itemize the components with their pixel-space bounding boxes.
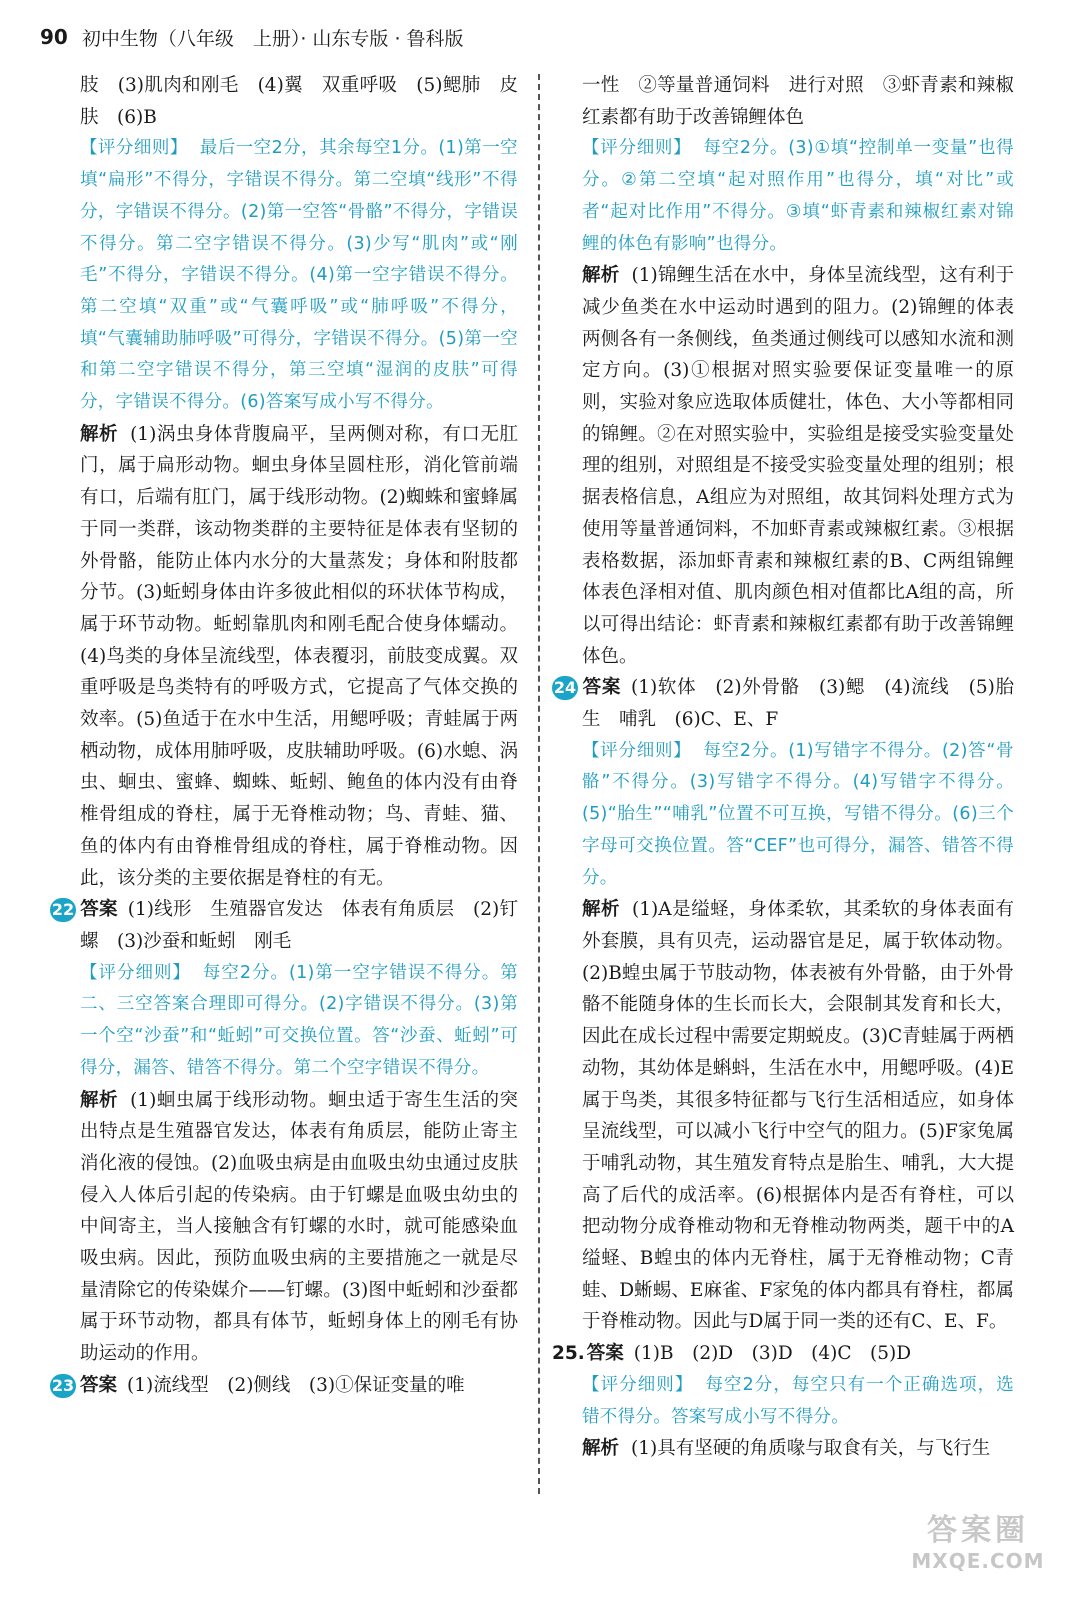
site-watermark xyxy=(893,1514,1063,1578)
page-number: 90 xyxy=(40,25,68,49)
question-number-badge: 23 xyxy=(50,1374,76,1398)
page-header xyxy=(40,22,1050,52)
explanation-label: 解析 xyxy=(582,1438,620,1460)
question-number: 25. xyxy=(552,1343,585,1365)
answer-label: 答案 xyxy=(80,1374,118,1396)
q24-scoring xyxy=(582,736,1014,895)
scoring-label: 【评分细则】 xyxy=(80,962,191,983)
explanation-label: 解析 xyxy=(582,899,621,921)
answer-text: (1)线形 生殖器官发达 体表有角质层 (2)钉螺 (3)沙蚕和蚯蚓 刚毛 xyxy=(80,899,518,952)
watermark-logo-text: 答案圈 xyxy=(927,1513,1029,1548)
book-title: 初中生物（八年级 上册）· 山东专版 · 鲁科版 xyxy=(81,27,464,50)
explanation-label: 解析 xyxy=(582,265,620,287)
q21-explanation xyxy=(80,419,518,895)
q21-answer-tail: 肢 (3)肌肉和刚毛 (4)翼 双重呼吸 (5)鳃肺 皮肤 (6)B xyxy=(80,75,518,128)
explanation-text: (1)蛔虫属于线形动物。蛔虫适于寄生生活的突出特点是生殖器官发达，体表有角质层，能防止寄主消化液的侵蚀。(2)血吸虫病是由血吸虫幼虫通过皮肤侵入人体后引起的传染病。由于钉螺是血吸虫幼虫的中间寄主，当人接触含有钉螺的水时，就可能感染血吸虫病。因此，预防血吸虫病的主要措施之一就是尽量清除它的传染媒介——钉螺。(3)图中蚯蚓和沙蚕都属于环节动物，都具有体节，蚯蚓身体上的刚毛有协助运动的作用。 xyxy=(80,1089,518,1365)
scoring-label: 【评分细则】 xyxy=(582,1374,694,1395)
scoring-label: 【评分细则】 xyxy=(582,740,692,761)
q24-answer xyxy=(553,672,1014,735)
q23-answer-tail: 一性 ②等量普通饲料 进行对照 ③虾青素和辣椒红素都有助于改善锦鲤体色 xyxy=(582,75,1014,128)
explanation-text: (1)锦鲤生活在水中，身体呈流线型，这有利于减少鱼类在水中运动时遇到的阻力。(2)锦鲤的体表两侧各有一条侧线，鱼类通过侧线可以感知水流和测定方向。(3)①根据对照实验要保证变量唯一的原则，实验对象应选取体质健壮，体色、大小等都相同的锦鲤。②在对照实验中，实验组是接受实验变量处理的组别，对照组是不接受实验变量处理的组别；根据表格信息，A组应为对照组，故其饲料处理方式为使用等量普通饲料，不加虾青素或辣椒红素。③根据表格数据，添加虾青素和辣椒红素的B、C两组锦鲤体表色泽相对值、肌肉颜色相对值都比A组的高，所以可得出结论：虾青素和辣椒红素都有助于改善锦鲤体色。 xyxy=(582,265,1014,667)
q22-answer xyxy=(51,894,518,957)
question-number-badge: 24 xyxy=(552,676,578,700)
q25-explanation xyxy=(582,1433,1014,1465)
q23-explanation xyxy=(582,260,1014,672)
scoring-text: 每空2分。(1)第一空字错误不得分。第二、三空答案合理即可得分。(2)字错误不得分。(3)第一个空“沙蚕”和“蚯蚓”可交换位置。答“沙蚕、蚯蚓”可得分，漏答、错答不得分。第二个空字错误不得分。 xyxy=(80,962,518,1078)
scoring-text: 每空2分。(3)①填“控制单一变量”也得分。②第二空填“起对照作用”也得分，填“对比”或者“起对比作用”不得分。③填“虾青素和辣椒红素对锦鲤的体色有影响”也得分。 xyxy=(582,138,1014,254)
watermark-url: MXQE.COM xyxy=(911,1549,1045,1573)
answer-label: 答案 xyxy=(586,1343,624,1365)
explanation-text: (1)具有坚硬的角质喙与取食有关，与飞行生 xyxy=(631,1438,991,1460)
scoring-label: 【评分细则】 xyxy=(80,138,188,159)
q23-answer xyxy=(51,1370,518,1402)
q24-explanation xyxy=(582,894,1014,1338)
scoring-text: 每空2分。(1)写错字不得分。(2)答“骨骼”不得分。(3)写错字不得分。(4)写错字不得分。(5)“胎生”“哺乳”位置不可互换，写错不得分。(6)三个字母可交换位置。答“CEF”也可得分，漏答、错答不得分。 xyxy=(582,740,1014,888)
right-column xyxy=(552,70,1014,1465)
explanation-text: (1)涡虫身体背腹扁平，呈两侧对称，有口无肛门，属于扁形动物。蛔虫身体呈圆柱形，消化管前端有口，后端有肛门，属于线形动物。(2)蜘蛛和蜜蜂属于同一类群，该动物类群的主要特征是体表有坚韧的外骨骼，能防止体内水分的大量蒸发；身体和附肢都分节。(3)蚯蚓身体由许多彼此相似的环状体节构成，属于环节动物。蚯蚓靠肌肉和刚毛配合使身体蠕动。(4)鸟类的身体呈流线型，体表覆羽，前肢变成翼。双重呼吸是鸟类特有的呼吸方式，它提高了气体交换的效率。(5)鱼适于在水中生活，用鳃呼吸；青蛙属于两栖动物，成体用肺呼吸，皮肤辅助呼吸。(6)水螅、涡虫、蛔虫、蜜蜂、蜘蛛、蚯蚓、鲍鱼的体内没有由脊椎骨组成的脊柱，属于无脊椎动物；鸟、青蛙、猫、鱼的体内有由脊椎骨组成的脊柱，属于脊椎动物。因此，该分类的主要依据是脊柱的有无。 xyxy=(80,423,518,889)
q22-scoring xyxy=(80,958,518,1085)
scoring-text: 每空2分，每空只有一个正确选项，选错不得分。答案写成小写不得分。 xyxy=(582,1374,1014,1427)
answer-text: (1)流线型 (2)侧线 (3)①保证变量的唯 xyxy=(127,1374,465,1396)
answer-label: 答案 xyxy=(582,677,622,699)
q22-explanation xyxy=(80,1085,518,1370)
explanation-label: 解析 xyxy=(80,1089,119,1111)
column-divider xyxy=(538,74,540,1494)
answer-text: (1)B (2)D (3)D (4)C (5)D xyxy=(633,1343,912,1365)
q23-scoring xyxy=(582,133,1014,260)
left-column xyxy=(51,70,518,1402)
answer-text: (1)软体 (2)外骨骼 (3)鳃 (4)流线 (5)胎生 哺乳 (6)C、E、F xyxy=(582,677,1014,731)
answer-label: 答案 xyxy=(80,899,118,921)
explanation-text: (1)A是缢蛏，身体柔软，其柔软的身体表面有外套膜，具有贝壳，运动器官是足，属于软体动物。(2)B蝗虫属于节肢动物，体表被有外骨骼，由于外骨骼不能随身体的生长而长大，会限制其发育和长大，因此在成长过程中需要定期蜕皮。(3)C青蛙属于两栖动物，其幼体是蝌蚪，生活在水中，用鳃呼吸。(4)E属于鸟类，其很多特征都与飞行生活相适应，如身体呈流线型，可以减小飞行中空气的阻力。(5)F家兔属于哺乳动物，其生殖发育特点是胎生、哺乳，大大提高了后代的成活率。(6)根据体内是否有脊柱，可以把动物分成脊椎动物和无脊椎动物两类，题干中的A缢蛏、B蝗虫的体内无脊柱，属于无脊椎动物；C青蛙、D蜥蜴、E麻雀、F家兔的体内都具有脊柱，都属于脊椎动物。因此与D属于同一类的还有C、E、F。 xyxy=(582,899,1014,1333)
question-number-badge: 22 xyxy=(50,898,76,922)
q25-answer xyxy=(552,1338,1014,1370)
scoring-text: 最后一空2分，其余每空1分。(1)第一空填“扁形”不得分，字错误不得分。第二空填“线形”不得分，字错误不得分。(2)第一空答“骨骼”不得分，字错误不得分。第二空字错误不得分。(3)少写“肌肉”或“刚毛”不得分，字错误不得分。(4)第一空字错误不得分。第二空填“双重”或“气囊呼吸”或“肺呼吸”不得分，填“气囊辅助肺呼吸”可得分，字错误不得分。(5)第一空和第二空字错误不得分，第三空填“湿润的皮肤”可得分，字错误不得分。(6)答案写成小写不得分。 xyxy=(80,138,518,413)
explanation-label: 解析 xyxy=(80,423,119,445)
scoring-label: 【评分细则】 xyxy=(582,138,692,159)
q21-scoring xyxy=(80,133,518,418)
q25-scoring xyxy=(582,1370,1014,1433)
